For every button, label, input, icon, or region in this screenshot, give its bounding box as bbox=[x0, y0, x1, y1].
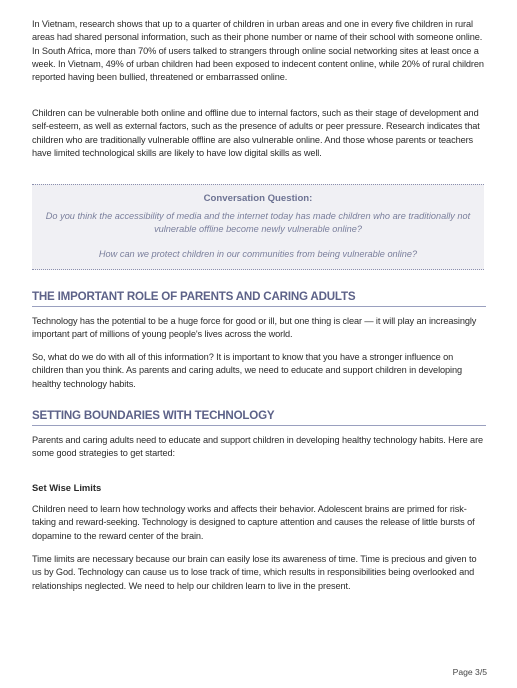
conversation-question-2: How can we protect children in our communities from being vulnerable online? bbox=[98, 249, 418, 259]
section-heading-boundaries: SETTING BOUNDARIES WITH TECHNOLOGY bbox=[32, 409, 486, 426]
paragraph-time-limits: Time limits are necessary because our brain can easily lose its awareness of time. Time is precious and given to us by God. Technology can cause us to lose track of time, which results in responsibilities being overlooked and relationships neglected. We need to help our children learn to live in the present. bbox=[32, 554, 477, 591]
conversation-question-1: Do you think the accessibility of media and the internet today has made children who are traditionally not vulnerable offline become newly vulnerable online? bbox=[45, 211, 471, 234]
subheading-set-wise-limits: Set Wise Limits bbox=[32, 482, 102, 493]
conversation-question-box bbox=[32, 184, 484, 270]
paragraph-vietnam-research: In Vietnam, research shows that up to a quarter of children in urban areas and one in every five children in rural areas had shared personal information, such as their phone number or name of their school with someone online. In South Africa, more than 70% of users talked to strangers through online social networking sites at least once a week. In Vietnam, 49% of urban children had been exposed to indecent content online, while 20% of rural children reported having been bullied, threatened or embarrassed online. bbox=[32, 19, 484, 83]
section-heading-parents-role: THE IMPORTANT ROLE OF PARENTS AND CARING ADULTS bbox=[32, 290, 486, 307]
paragraph-technology-force: Technology has the potential to be a huge force for good or ill, but one thing is clear — it will play an increasingly important part of millions of young people's lives across the world. bbox=[32, 316, 477, 340]
paragraph-what-to-do: So, what do we do with all of this information? It is important to know that you have a stronger influence on children than you think. As parents and caring adults, we need to educate and support children in developing healthy technology habits. bbox=[32, 352, 462, 389]
paragraph-how-technology-works: Children need to learn how technology works and affects their behavior. Adolescent brains are primed for risk-taking and reward-seeking. Technology is designed to capture attention and causes the release of little bursts of dopamine to the reward center of the brain. bbox=[32, 504, 475, 541]
conversation-question-title: Conversation Question: bbox=[203, 193, 313, 204]
page-number: Page 3/5 bbox=[452, 667, 487, 677]
paragraph-vulnerability-factors: Children can be vulnerable both online and offline due to internal factors, such as their stage of development and self-esteem, as well as external factors, such as the presence of adults or peer pressure. Research indicates that children who are traditionally vulnerable offline are also vulnerable online. And those whose parents or teachers have limited technological skills are likely to have low digital skills as well. bbox=[32, 108, 480, 158]
paragraph-strategies-intro: Parents and caring adults need to educate and support children in developing healthy technology habits. Here are some good strategies to get started: bbox=[32, 435, 484, 459]
